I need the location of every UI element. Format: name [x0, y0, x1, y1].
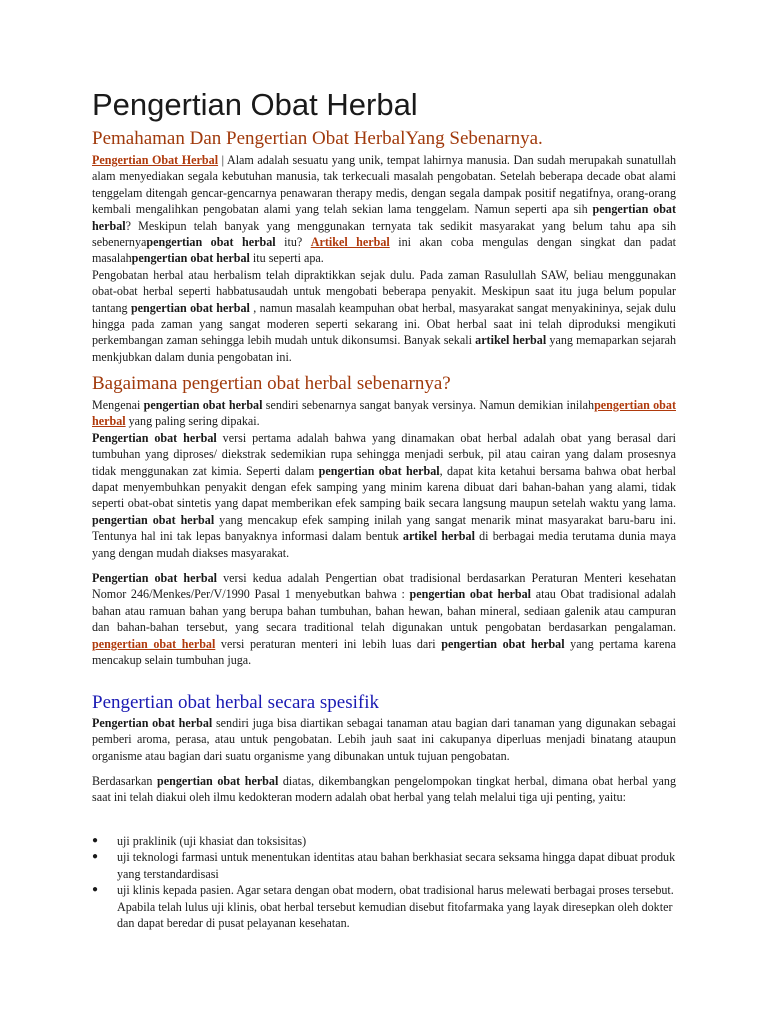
paragraph: Pengertian obat herbal versi kedua adalah Pengertian obat tradisional berdasarkan Peraturan Menteri kesehatan Nomor 246/Menkes/Per/V/1990 Pasal 1 menyebutkan bahwa : pengertian obat herbal atau Obat tradisional adalah bahan atau ramuan bahan yang berupa bahan tumbuhan, bahan hewan, bahan mineral, sediaan galenik atau campuran dan bahan-bahan tersebut, yang secara traditional telah digunakan untuk pengobatan berdasarkan pengalaman. pengertian obat herbal versi peraturan menteri ini lebih luas dari pengertian obat herbal yang pertama karena mencakup selain tumbuhan juga. — [92, 571, 676, 668]
section-heading-specific: Pengertian obat herbal secara spesifik — [92, 692, 379, 713]
bullet-icon: ● — [92, 835, 99, 846]
section-meaning-body-2 — [92, 570, 676, 668]
bullet-icon: ● — [92, 884, 99, 896]
test-list — [92, 833, 676, 931]
paragraph: Pengertian obat herbal versi pertama adalah bahwa yang dinamakan obat herbal adalah obat yang berasal dari tumbuhan yang diproses/ diekstrak sedemikian rupa sehingga menjadi serbuk, pil atau cairan yang dalam prosesnya tidak menggunakan zat kimia. Seperti dalam pengertian obat herbal, dapat kita ketahui bersama bahwa obat herbal dapat menyembuhkan penyakit dengan efek samping yang minim karena dibuat dari bahan-bahan yang alami, tidak seperti obat-obat sintetis yang dapat memberikan efek samping baik secara langsung maupun setelah waktu yang lama. pengertian obat herbal yang mencakup efek samping inilah yang sangat menarik minat masyarakat baru-baru ini. Tentunya hal ini tak lepas banyaknya informasi dalam bentuk artikel herbal di berbagai media terutama dunia maya yang dengan mudah diakses masyarakat. — [92, 430, 677, 560]
list-item: ● uji klinis kepada pasien. Agar setara dengan obat modern, obat tradisional harus melewati berbagai proses tersebut. Apabila telah lulus uji klinis, obat herbal tersebut kemudian disebut fitofarmaka yang layak diresepkan oleh dokter dan dapat beredar di pusat pelayanan kesehatan. — [92, 883, 674, 931]
list-item: ● uji teknologi farmasi untuk menentukan identitas atau bahan berkhasiat secara seksama hingga dapat dibuat produk yang terstandardisasi — [92, 850, 676, 881]
section-heading-meaning: Bagaimana pengertian obat herbal sebenarnya? — [92, 373, 451, 394]
pengertian-obat-herbal-link[interactable]: Pengertian Obat Herbal — [92, 153, 219, 167]
pengertian-obat-herbal-link[interactable]: pengertian obat herbal — [92, 398, 676, 429]
paragraph: Mengenai pengertian obat herbal sendiri sebenarnya sangat banyak versinya. Namun demikian inilahpengertian obat herbal yang paling sering dipakai. — [92, 398, 676, 429]
paragraph: Pengertian Obat Herbal | Alam adalah sesuatu yang unik, tempat lahirnya manusia. Dan sudah merupakah sunatullah alam menyediakan segala kebutuhan manusia, tak terkecuali masalah pengobatan. Setelah beberapa decade obat alami tenggelam ditengah gencar-gencarnya penawaran therapy medis, dengan segala dampak positif negatifnya, orang-orang kembali mengalihkan pengobatan alami yang telah sekian lama tenggelam. Namun seperti apa sih pengertian obat herbal? Meskipun telah banyak yang menggunakan ternyata tak sedikit masyarakat yang belum tahu apa sih sebenernyapengertian obat herbal itu? Artikel herbal ini akan coba mengulas dengan singkat dan padat masalahpengertian obat herbal itu seperti apa. — [92, 153, 677, 266]
section-meaning-body — [92, 397, 676, 561]
paragraph: Pengertian obat herbal sendiri juga bisa diartikan sebagai tanaman atau bagian dari tanaman yang digunakan sebagai pemberi aroma, perasa, atau untuk pengobatan. Lebih jauh saat ini cakupanya diperluas menjadi binatang ataupun organisme atau bagian dari suatu organisme yang dibunakan untuk tujuan pengobatan. — [92, 716, 677, 763]
bullet-icon: ● — [92, 851, 99, 863]
pengertian-obat-herbal-link[interactable]: pengertian obat herbal — [92, 636, 216, 651]
artikel-herbal-link[interactable]: Artikel herbal — [310, 235, 390, 250]
section-understanding-body — [92, 152, 676, 365]
paragraph: Berdasarkan pengertian obat herbal diatas, dikembangkan pengelompokan tingkat herbal, dimana obat herbal yang saat ini telah diakui oleh ilmu kedokteran modern adalah obat herbal yang telah melalui tiga uji penting, yaitu: — [92, 774, 676, 805]
list-item: ● uji praklinik (uji khasiat dan toksisitas) — [92, 834, 307, 848]
paragraph: Pengobatan herbal atau herbalism telah dipraktikkan sejak dulu. Pada zaman Rasulullah SAW, beliau menggunakan obat-obat herbal seperti habbatusaudah untuk mengobati beberapa penyakit. Meskipun saat itu juga belum popular tantang pengertian obat herbal , namun masalah keampuhan obat herbal, masyarakat sangat menyakininya, sejak dulu hingga pada zaman yang sangat moderen seperti sekarang ini. Obat herbal saat ini telah diproduksi mengikuti perkembangan zaman sehingga lebih mudah untuk dikonsumsi. Banyak sekali artikel herbal yang memaparkan sejarah menkjubkan dalam dunia pengobatan ini. — [92, 267, 677, 364]
section-specific-body — [92, 715, 676, 764]
page-title: Pengertian Obat Herbal — [92, 87, 418, 122]
section-specific-body-2 — [92, 773, 676, 806]
section-heading-understanding: Pemahaman Dan Pengertian Obat HerbalYang Sebenarnya. — [92, 128, 543, 149]
